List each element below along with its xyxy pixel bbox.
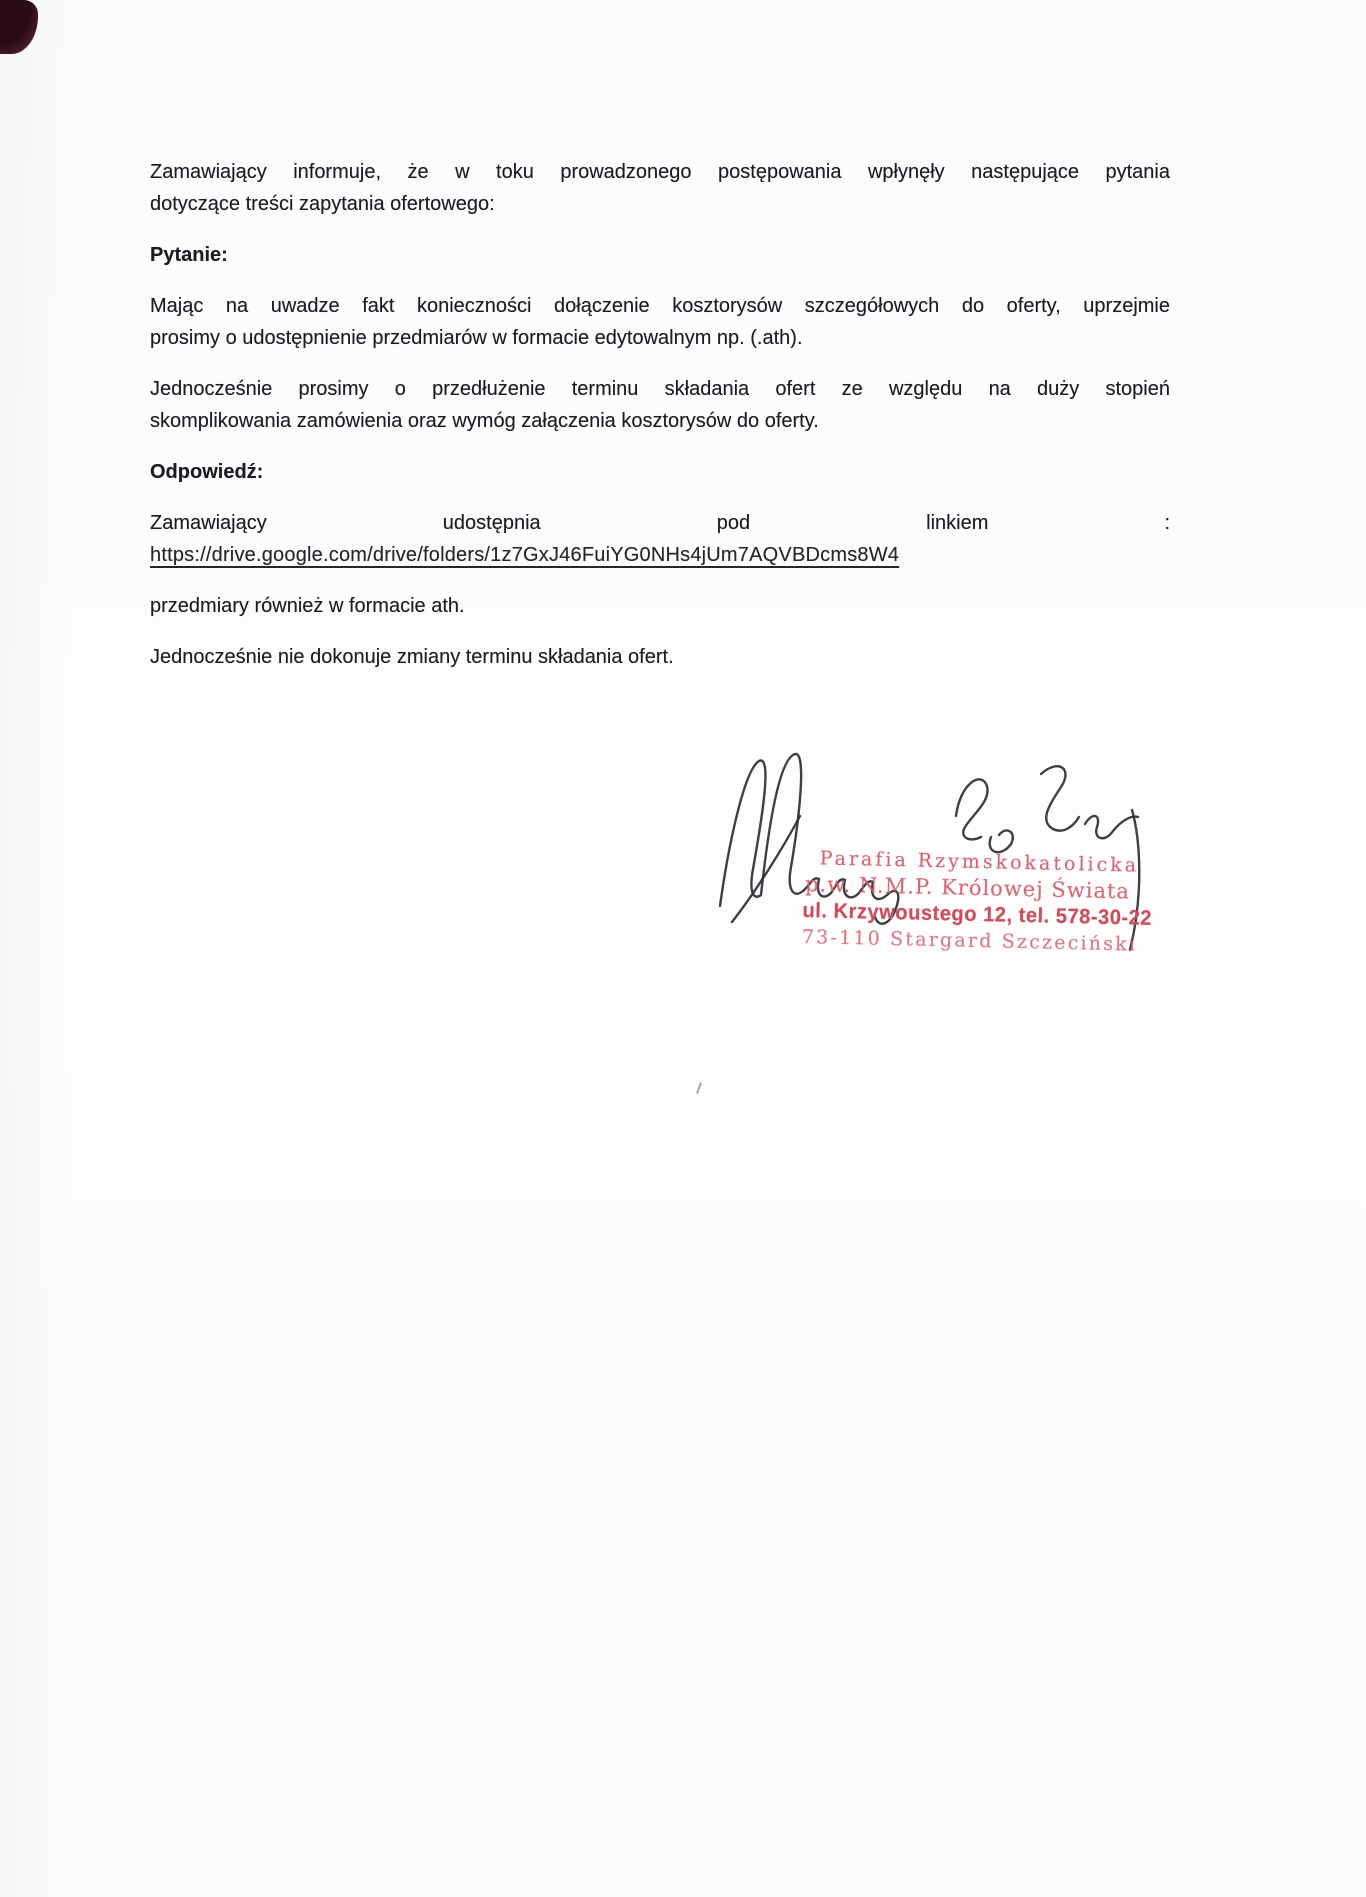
question-paragraph-2-line-2: skomplikowania zamówienia oraz wymóg załączenia kosztorysów do oferty.: [150, 410, 819, 432]
question-heading: Pytanie:: [150, 244, 228, 266]
question-paragraph-2: [150, 373, 1170, 437]
stamp-line-street-phone: ul. Krzywoustego 12, tel. 578-30-22: [802, 898, 1153, 930]
stamp-line-parish-name: Parafia Rzymskokatolicka: [819, 847, 1140, 877]
stray-scan-mark: [696, 1082, 702, 1094]
question-paragraph-1-line-1: Mając na uwadze fakt konieczności dołączenie kosztorysów szczegółowych do oferty, uprzejmie: [150, 295, 1170, 317]
stamp-line-city: 73-110 Stargard Szczeciński: [801, 925, 1138, 956]
answer-heading: Odpowiedź:: [150, 461, 264, 483]
question-paragraph-1-line-2: prosimy o udostępnienie przedmiarów w formacie edytowalnym np. (.ath).: [150, 327, 803, 349]
letter-body: [150, 0, 1170, 692]
stamp-line-parish-dedication: p.w. N.M.P. Królowej Świata: [804, 872, 1131, 904]
intro-paragraph: [150, 156, 1170, 220]
intro-line-2: dotyczące treści zapytania ofertowego:: [150, 193, 495, 215]
answer-intro-line: Zamawiający udostępnia pod linkiem :: [150, 512, 1170, 534]
scan-edge-shading: [0, 0, 70, 1897]
answer-link-paragraph: [150, 507, 1170, 571]
scan-corner-ink-mark: [0, 0, 38, 54]
answer-paragraph-1: przedmiary również w formacie ath.: [150, 595, 465, 617]
question-paragraph-1: [150, 290, 1170, 354]
question-paragraph-2-line-1: Jednocześnie prosimy o przedłużenie terminu składania ofert ze względu na duży stopień: [150, 378, 1170, 400]
answer-paragraph-2: Jednocześnie nie dokonuje zmiany terminu składania ofert.: [150, 646, 674, 668]
parish-stamp: [801, 845, 1153, 959]
drive-link-url: https://drive.google.com/drive/folders/1z7GxJ46FuiYG0NHs4jUm7AQVBDcms8W4: [150, 544, 900, 566]
intro-line-1: Zamawiający informuje, że w toku prowadzonego postępowania wpłynęły następujące pytania: [150, 161, 1170, 183]
